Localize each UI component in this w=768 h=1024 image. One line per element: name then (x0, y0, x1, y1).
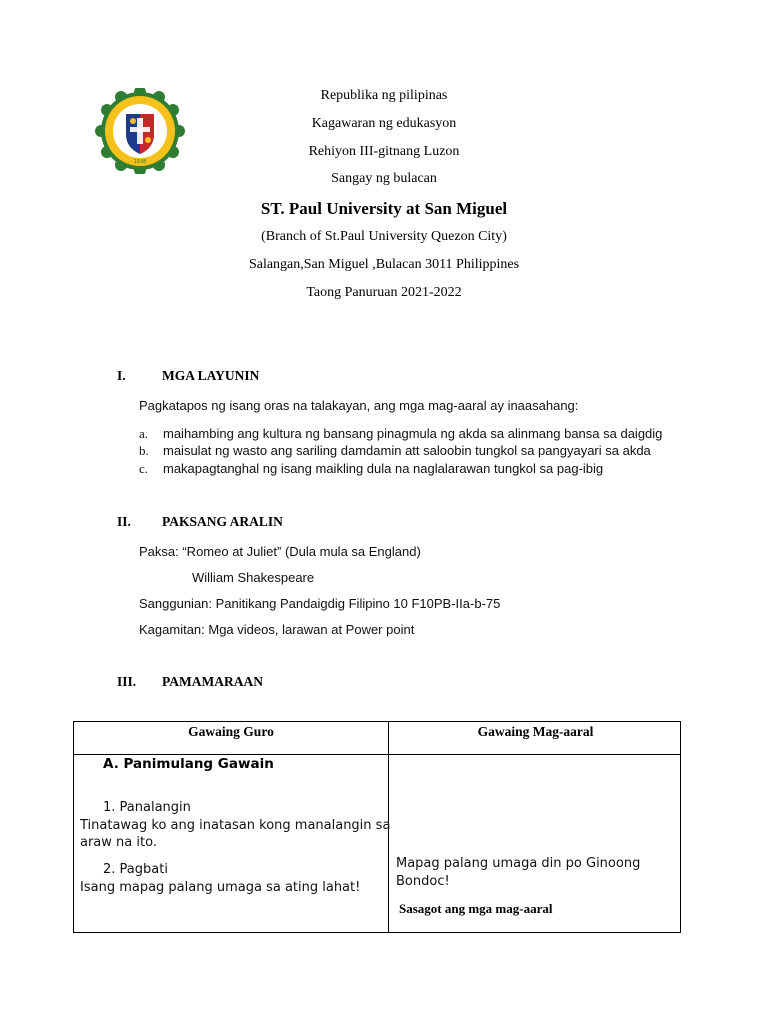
panimulang-gawain-heading: A. Panimulang Gawain (103, 756, 274, 772)
section-number: III. (117, 674, 137, 689)
list-marker: b. (139, 443, 149, 458)
list-item (139, 461, 699, 477)
sanggunian-line: Sanggunian: Panitikang Pandaigdig Filipino 10 F10PB-IIa-b-75 (139, 596, 501, 611)
address-line: Salangan,San Miguel ,Bulacan 3011 Philippines (248, 257, 520, 272)
section-title: PAKSANG ARALIN (162, 514, 283, 529)
section-title: PAMAMARAAN (162, 674, 263, 689)
list-text: makapagtanghal ng isang maikling dula na naglalarawan tungkol sa pag-ibig (163, 461, 604, 476)
list-marker: c. (139, 461, 149, 476)
step-panalangin-text-line1: Tinatawag ko ang inatasan kong manalangin sa (80, 818, 391, 833)
author-line: William Shakespeare (192, 570, 315, 585)
header-line-region: Rehiyon III-gitnang Luzon (308, 144, 460, 159)
list-text: maihambing ang kultura ng bansang pinagmula ng akda sa alinmang bansa sa daigdig (163, 426, 663, 441)
step-panalangin-label: 1. Panalangin (103, 800, 191, 815)
section-heading-paksang-aralin (117, 514, 417, 530)
paksa-line: Paksa: “Romeo at Juliet” (Dula mula sa England) (139, 544, 421, 559)
student-note: Sasagot ang mga mag-aaral (399, 901, 553, 916)
section-heading-layunin (117, 368, 417, 384)
step-pagbati-label: 2. Pagbati (103, 862, 168, 877)
step-panalangin-text-line2: araw na ito. (80, 835, 157, 850)
layunin-intro: Pagkatapos ng isang oras na talakayan, ang mga mag-aaral ay inaasahang: (139, 398, 579, 413)
section-heading-pamamaraan (117, 674, 417, 690)
step-pagbati-text: Isang mapag palang umaga sa ating lahat! (80, 880, 361, 895)
list-item (139, 426, 699, 442)
column-header-gawaing-mag-aaral: Gawaing Mag-aaral (477, 724, 594, 739)
list-text: maisulat ng wasto ang sariling damdamin att saloobin tungkol sa pangyayari sa akda (163, 443, 651, 458)
list-item (139, 443, 699, 459)
procedure-table (73, 721, 681, 933)
header-line-division: Sangay ng bulacan (331, 171, 437, 186)
student-reply-line1: Mapag palang umaga din po Ginoong (396, 856, 641, 871)
section-number: I. (117, 368, 126, 383)
column-header-gawaing-guro: Gawaing Guro (188, 724, 274, 739)
school-year-line: Taong Panuruan 2021-2022 (306, 285, 462, 300)
section-number: II. (117, 514, 131, 529)
header-line-republic: Republika ng pilipinas (320, 88, 448, 103)
kagamitan-line: Kagamitan: Mga videos, larawan at Power point (139, 622, 415, 637)
student-reply-line2: Bondoc! (396, 874, 450, 889)
header-line-department: Kagawaran ng edukasyon (311, 116, 457, 131)
list-marker: a. (139, 426, 149, 441)
branch-line: (Branch of St.Paul University Quezon City) (261, 229, 507, 244)
section-title: MGA LAYUNIN (162, 368, 260, 383)
svg-text:1938: 1938 (133, 159, 147, 165)
university-name: ST. Paul University at San Miguel (260, 199, 508, 218)
